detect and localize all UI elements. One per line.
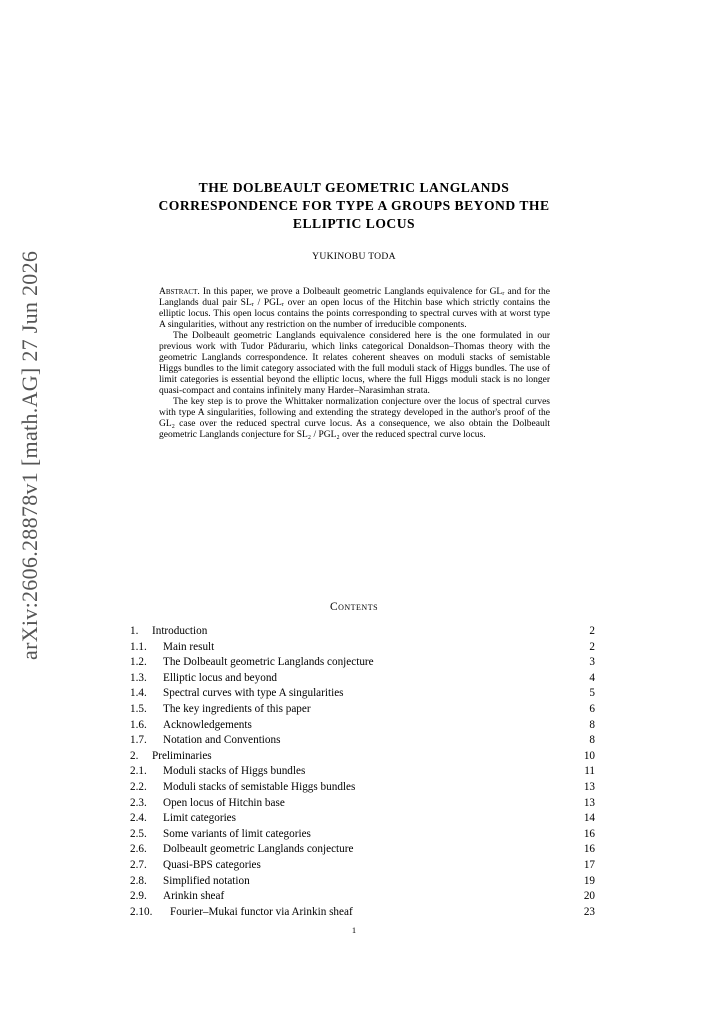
toc-entry[interactable] [130, 718, 595, 734]
toc-number: 2.9. [130, 890, 147, 903]
toc-entry[interactable] [130, 749, 595, 765]
toc-number: 2.4. [130, 812, 147, 825]
toc-page-number: 23 [583, 905, 595, 918]
abstract-paragraph [159, 287, 550, 331]
toc-title: Spectral curves with type A singularities [163, 687, 344, 700]
toc-number: 2.10. [130, 905, 153, 918]
abstract-paragraph: The Dolbeault geometric Langlands equivalence considered here is the one formulated in our previous work with Tudor Pădurariu, which links categorical Donaldson–Thomas theory with the geometric Langlands correspondence. It relates coherent sheaves on moduli stacks of semistable Higgs bundles to the limit category associated with the full moduli stack of Higgs bundles. The use of limit categories is essential beyond the elliptic locus, where the full Higgs moduli stack is no longer quasi-compact and contains infinitely many Harder–Narasimhan strata. [159, 331, 550, 396]
toc-entry[interactable] [130, 733, 595, 749]
toc-title: Simplified notation [163, 874, 250, 887]
toc-title: Moduli stacks of semistable Higgs bundles [163, 780, 356, 793]
toc-page-number: 17 [583, 858, 595, 871]
toc-title: The key ingredients of this paper [163, 702, 311, 715]
toc-page-number: 2 [589, 625, 595, 637]
toc-title: Notation and Conventions [163, 734, 281, 747]
toc-entry[interactable] [130, 671, 595, 687]
toc-number: 2.2. [130, 780, 147, 793]
toc-number: 1.7. [130, 734, 147, 747]
toc-page-number: 19 [583, 874, 595, 887]
toc-number: 1.1. [130, 640, 147, 653]
toc-number: 2.5. [130, 827, 147, 840]
toc-entry[interactable] [130, 889, 595, 905]
abstract-label: Abstract. [159, 287, 200, 297]
toc-page-number: 13 [583, 796, 595, 809]
title-line: CORRESPONDENCE FOR TYPE A GROUPS BEYOND THE [158, 198, 550, 213]
toc-number: 2.1. [130, 765, 147, 778]
toc-number: 1.6. [130, 718, 147, 731]
toc-number: 1.4. [130, 687, 147, 700]
toc-title: Limit categories [163, 812, 237, 825]
toc-entry[interactable] [130, 640, 595, 656]
toc-entry[interactable] [130, 702, 595, 718]
toc-number: 2.3. [130, 796, 147, 809]
toc-title: Dolbeault geometric Langlands conjecture [163, 843, 354, 856]
toc-page-number: 8 [589, 718, 595, 731]
toc-number: 2.8. [130, 874, 147, 887]
toc-number: 2.7. [130, 858, 147, 871]
arxiv-identifier: arXiv:2606.28878v1 [math.AG] 27 Jun 2026 [17, 250, 42, 660]
toc-entry[interactable] [130, 827, 595, 843]
toc-page-number: 16 [583, 827, 595, 840]
toc-number: 2.6. [130, 843, 147, 856]
toc-entry[interactable] [130, 858, 595, 874]
toc-page-number: 16 [583, 843, 595, 856]
toc-title: The Dolbeault geometric Langlands conjecture [163, 656, 374, 669]
toc-number: 1.5. [130, 702, 147, 715]
toc-page-number: 3 [589, 656, 595, 669]
toc-page-number: 4 [589, 671, 595, 684]
contents-heading: Contents [329, 601, 379, 613]
toc-page-number: 14 [583, 812, 595, 825]
toc-number: 2. [130, 749, 139, 762]
toc-title: Quasi-BPS categories [163, 858, 261, 871]
toc-entry[interactable] [130, 905, 595, 921]
abstract-text: In this paper, we prove a Dolbeault geometric Langlands equivalence for GLᵣ and for the Langlands dual pair SLᵣ / PGLᵣ over an open locus of the Hitchin base which strictly contains the elliptic locus. This open locus contains the points corresponding to spectral curves with at worst type A singularities, without any restriction on the number of irreducible components. [159, 287, 550, 330]
toc-number: 1.3. [130, 671, 147, 684]
paper-title [110, 179, 598, 233]
toc-page-number: 5 [589, 687, 595, 700]
page-number: 1 [351, 925, 357, 935]
toc-page-number: 6 [589, 702, 595, 715]
toc-title: Open locus of Hitchin base [163, 796, 285, 809]
toc-title: Main result [163, 640, 215, 653]
title-line: THE DOLBEAULT GEOMETRIC LANGLANDS [198, 180, 510, 195]
toc-title: Elliptic locus and beyond [163, 671, 278, 684]
toc-page-number: 13 [583, 780, 595, 793]
table-of-contents [130, 624, 595, 920]
toc-entry[interactable] [130, 655, 595, 671]
toc-entry[interactable] [130, 624, 595, 640]
toc-page-number: 20 [583, 890, 595, 903]
toc-page-number: 11 [584, 765, 595, 778]
toc-page-number: 2 [589, 640, 595, 653]
toc-page-number: 10 [583, 749, 595, 762]
toc-title: Moduli stacks of Higgs bundles [163, 765, 306, 778]
toc-title: Arinkin sheaf [163, 890, 225, 903]
toc-entry[interactable] [130, 796, 595, 812]
abstract-paragraph: The key step is to prove the Whittaker normalization conjecture over the locus of spectral curves with type A singularities, following and extending the strategy developed in the author's proof of the GL₂ case over the reduced spectral curve locus. As a consequence, we also obtain the Dolbeault geometric Langlands conjecture for SL₂ / PGL₂ over the reduced spectral curve locus. [159, 397, 550, 440]
toc-entry[interactable] [130, 764, 595, 780]
toc-page-number: 8 [589, 734, 595, 747]
toc-entry[interactable] [130, 842, 595, 858]
toc-entry[interactable] [130, 686, 595, 702]
author-name: YUKINOBU TODA [312, 251, 396, 262]
toc-title: Preliminaries [152, 749, 212, 762]
toc-entry[interactable] [130, 874, 595, 890]
toc-number: 1.2. [130, 656, 147, 669]
toc-title: Fourier–Mukai functor via Arinkin sheaf [170, 905, 353, 918]
toc-number: 1. [130, 625, 139, 637]
toc-entry[interactable] [130, 811, 595, 827]
title-line: ELLIPTIC LOCUS [292, 216, 416, 231]
abstract [159, 287, 550, 441]
toc-entry[interactable] [130, 780, 595, 796]
toc-title: Introduction [152, 625, 208, 637]
toc-title: Some variants of limit categories [163, 827, 311, 840]
toc-title: Acknowledgements [163, 718, 252, 731]
